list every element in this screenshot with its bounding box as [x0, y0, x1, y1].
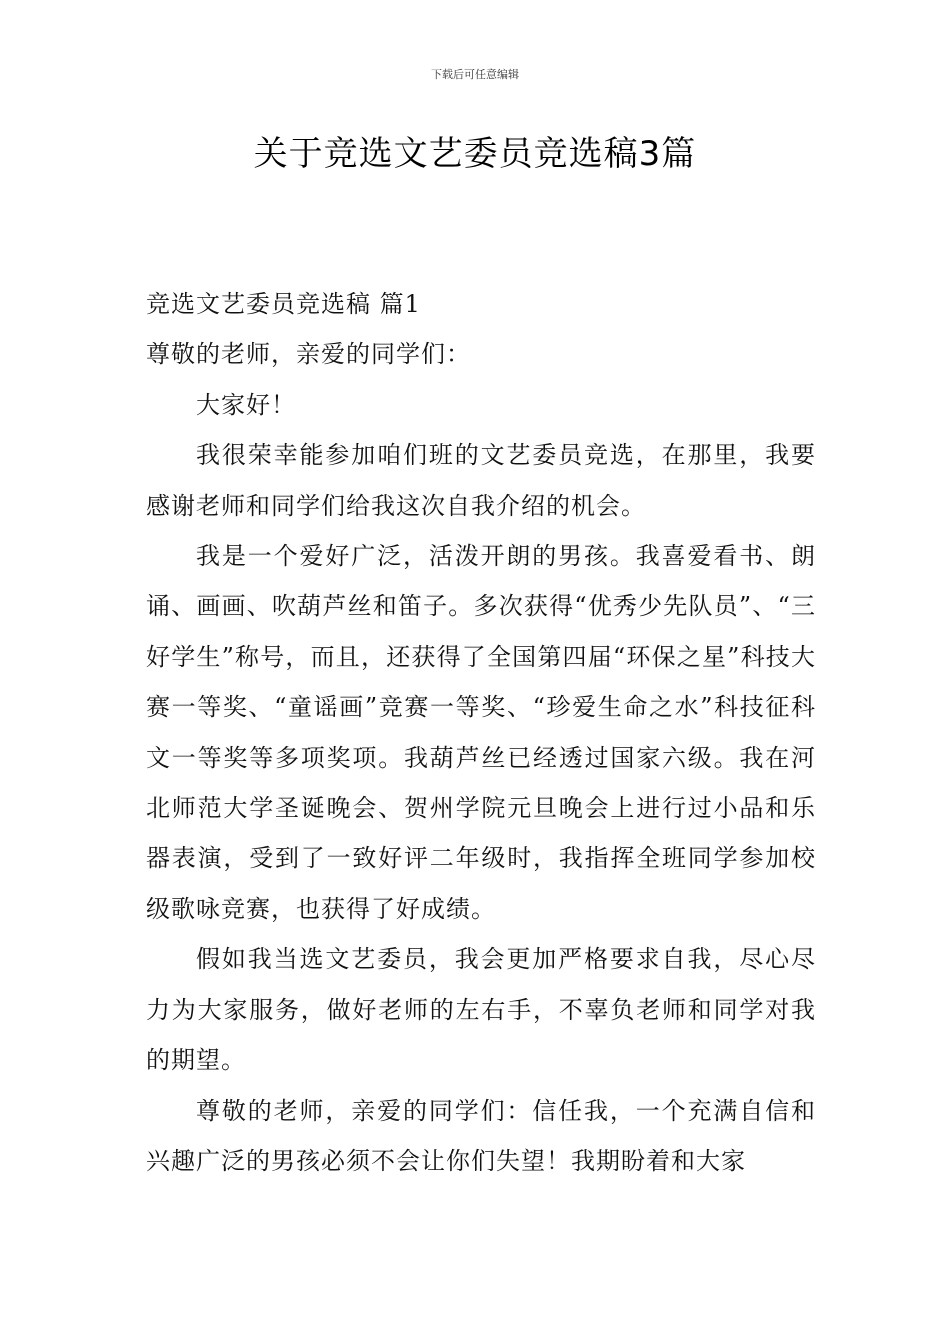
- paragraph-4: 尊敬的老师，亲爱的同学们：信任我，一个充满自信和兴趣广泛的男孩必须不会让你们失望！我期盼着和大家: [146, 1096, 816, 1175]
- paragraph-3: 假如我当选文艺委员，我会更加严格要求自我，尽心尽力为大家服务，做好老师的左右手，不辜负老师和同学对我的期望。: [146, 945, 816, 1075]
- header-note: 下载后可任意编辑: [431, 68, 519, 81]
- document-title: 关于竞选文艺委员竞选稿3篇: [253, 134, 697, 174]
- paragraph-2: 我是一个爱好广泛，活泼开朗的男孩。我喜爱看书、朗诵、画画、吹葫芦丝和笛子。多次获得“优秀少先队员”、“三好学生”称号，而且，还获得了全国第四届“环保之星”科技大赛一等奖、“童谣画”竞赛一等奖、“珍爱生命之水”科技征科文一等奖等多项奖项。我葫芦丝已经透过国家六级。我在河北师范大学圣诞晚会、贺州学院元旦晚会上进行过小品和乐器表演，受到了一致好评二年级时，我指挥全班同学参加校级歌咏竞赛，也获得了好成绩。: [146, 542, 816, 923]
- document-body: [146, 279, 816, 1186]
- greeting: 大家好！: [196, 390, 296, 419]
- salutation: 尊敬的老师，亲爱的同学们：: [146, 340, 471, 369]
- section-heading: 竞选文艺委员竞选稿 篇1: [146, 290, 421, 318]
- paragraph-1: 我很荣幸能参加咱们班的文艺委员竞选，在那里，我要感谢老师和同学们给我这次自我介绍的机会。: [146, 441, 816, 520]
